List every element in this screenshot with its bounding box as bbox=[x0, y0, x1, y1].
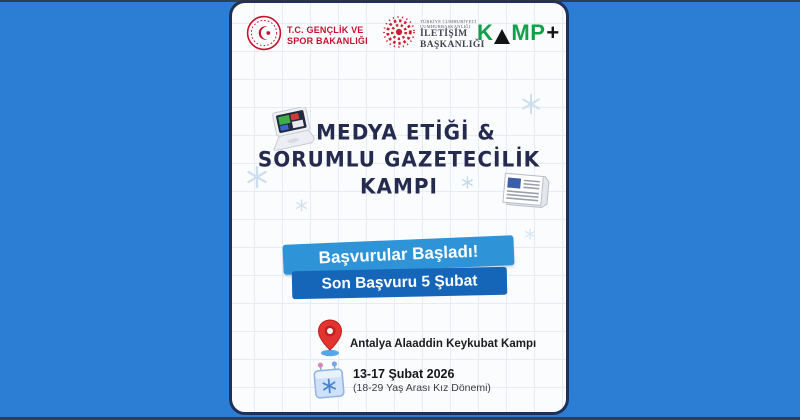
kamp-letter-k: K bbox=[477, 20, 494, 45]
kamp-plus-sign: + bbox=[546, 20, 560, 45]
genclik-spor-bakanligi-logo bbox=[246, 15, 368, 56]
iletisim-baskanligi-logo bbox=[382, 15, 485, 54]
kamp-letters-mp: MP bbox=[511, 20, 546, 45]
date-row bbox=[310, 359, 491, 406]
date-range-text: 13-17 Şubat 2026 bbox=[353, 367, 455, 381]
calendar-icon bbox=[310, 359, 348, 406]
location-text: Antalya Alaaddin Keykubat Kampı bbox=[350, 337, 537, 350]
iletisim-line1: İLETİŞİM bbox=[420, 29, 468, 39]
title-line3: KAMPI bbox=[360, 173, 438, 199]
title-line2: SORUMLU GAZETECİLİK bbox=[257, 146, 541, 172]
genclik-logo-text bbox=[287, 25, 368, 46]
snowflake-icon bbox=[524, 227, 536, 245]
camp-poster bbox=[229, 0, 569, 415]
snowflake-icon bbox=[295, 199, 308, 217]
audience-text: (18-29 Yaş Arası Kız Dönemi) bbox=[353, 382, 491, 394]
iletisim-emblem-icon bbox=[382, 15, 416, 54]
title-line1: MEDYA ETİĞİ & bbox=[316, 119, 496, 145]
logo-row bbox=[232, 3, 566, 65]
kamp-plus-logo bbox=[477, 20, 560, 46]
iletisim-small2: CUMHURBAŞKANLIĞI bbox=[420, 24, 471, 29]
genclik-line2: SPOR BAKANLIĞI bbox=[287, 35, 368, 46]
applications-open-banner: Başvurular Başladı! bbox=[282, 235, 514, 275]
top-edge-strip bbox=[0, 0, 800, 2]
iletisim-line2: BAŞKANLIĞI bbox=[420, 39, 485, 50]
snowflake-icon bbox=[520, 93, 542, 120]
deadline-banner: Son Başvuru 5 Şubat bbox=[292, 267, 508, 299]
genclik-emblem-icon bbox=[246, 15, 282, 56]
location-pin-icon bbox=[317, 319, 343, 362]
iletisim-small1: TÜRKİYE CUMHURİYETİ bbox=[420, 19, 477, 24]
date-text-block bbox=[353, 367, 491, 395]
location-row bbox=[317, 319, 536, 362]
kamp-tent-triangle-icon bbox=[494, 29, 510, 44]
genclik-line1: T.C. GENÇLİK VE bbox=[287, 25, 364, 35]
poster-title bbox=[232, 119, 566, 200]
iletisim-logo-text bbox=[420, 19, 485, 50]
